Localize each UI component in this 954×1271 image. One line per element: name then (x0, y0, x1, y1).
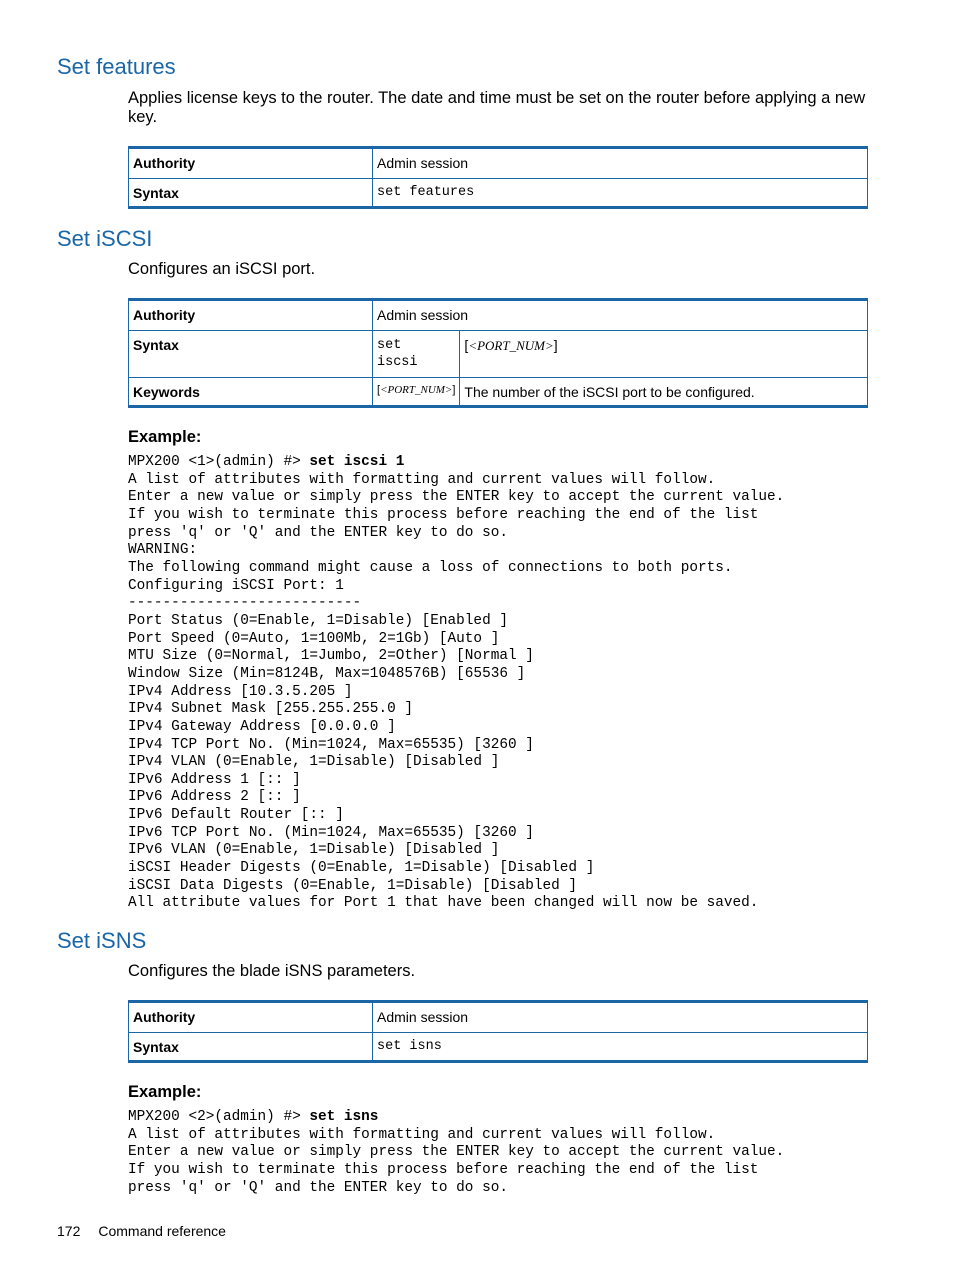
command-table-set-isns (128, 1000, 868, 1063)
authority-value: Admin session (373, 300, 868, 331)
section-heading-set-iscsi: Set iSCSI (57, 226, 153, 251)
command-table-set-iscsi (128, 298, 868, 408)
section-heading-set-isns: Set iSNS (57, 928, 147, 953)
keywords-label: Keywords (129, 378, 373, 407)
syntax-param: [<PORT_NUM>] (460, 331, 868, 378)
example-label: Example: (128, 428, 202, 446)
syntax-value: set isns (373, 1033, 868, 1062)
example-prompt: MPX200 <1>(admin) #> (128, 454, 310, 470)
syntax-param-value: <PORT_NUM> (468, 338, 554, 353)
example-output: A list of attributes with formatting and current values will follow. Enter a new value or simply press the ENTER key to accept the current value. If you wish to terminate this process before reaching the end of the list press 'q' or 'Q' and the ENTER key to do so. (128, 1126, 785, 1196)
section-description: Applies license keys to the router. The date and time must be set on the router before applying a new key. (128, 89, 866, 126)
section-description: Configures the blade iSNS parameters. (128, 962, 416, 980)
page-number: 172 (57, 1223, 81, 1239)
example-command: set iscsi 1 (309, 454, 405, 470)
section-heading-set-features: Set features (57, 54, 176, 79)
keyword-name: [<PORT_NUM>] (373, 378, 460, 407)
authority-value: Admin session (373, 1002, 868, 1033)
syntax-label: Syntax (129, 331, 373, 378)
example-label: Example: (128, 1083, 202, 1101)
syntax-value: set iscsi (373, 331, 460, 378)
authority-label: Authority (129, 1002, 373, 1033)
example-output: A list of attributes with formatting and current values will follow. Enter a new value or simply press the ENTER key to accept the current value. If you wish to terminate this process before reaching the end of the list press 'q' or 'Q' and the ENTER key to do so. WARNING: The following command might cause a loss of connections to both ports. Configuring iSCSI Port: 1 --------------------------- Port Status (0=Enable, 1=Disable) [Enabled ] Port Speed (0=Auto, 1=100Mb, 2=1Gb) [Auto ] MTU Size (0=Normal, 1=Jumbo, 2=Other) [Normal ] Window Size (Min=8124B, Max=1048576B) [65536 ] IPv4 Address [10.3.5.205 ] IPv4 Subnet Mask [255.255.255.0 ] IPv4 Gateway Address [0.0.0.0 ] IPv4 TCP Port No. (Min=1024, Max=65535) [3260 ] IPv4 VLAN (0=Enable, 1=Disable) [Disabled ] IPv6 Address 1 [:: ] IPv6 Address 2 [:: ] IPv6 Default Router [:: ] IPv6 TCP Port No. (Min=1024, Max=65535) [3260 ] IPv6 VLAN (0=Enable, 1=Disable) [Disabled ] iSCSI Header Digests (0=Enable, 1=Disable) [Disabled ] iSCSI Data Digests (0=Enable, 1=Disable) [Disabled ] All attribute values for Port 1 that have been changed will now be saved. (128, 471, 785, 912)
example-command: set isns (309, 1109, 379, 1125)
example-code-block (128, 454, 784, 913)
syntax-value: set features (373, 179, 868, 208)
authority-value: Admin session (373, 148, 868, 179)
command-table-set-features (128, 146, 868, 209)
example-code-block (128, 1109, 784, 1197)
keyword-description: The number of the iSCSI port to be configured. (460, 378, 868, 407)
syntax-label: Syntax (129, 1033, 373, 1062)
page-footer (57, 1223, 226, 1239)
keyword-name-value: <PORT_NUM> (380, 384, 453, 396)
syntax-label: Syntax (129, 179, 373, 208)
section-description: Configures an iSCSI port. (128, 260, 316, 278)
footer-section-title: Command reference (98, 1223, 226, 1239)
authority-label: Authority (129, 148, 373, 179)
example-prompt: MPX200 <2>(admin) #> (128, 1109, 310, 1125)
authority-label: Authority (129, 300, 373, 331)
